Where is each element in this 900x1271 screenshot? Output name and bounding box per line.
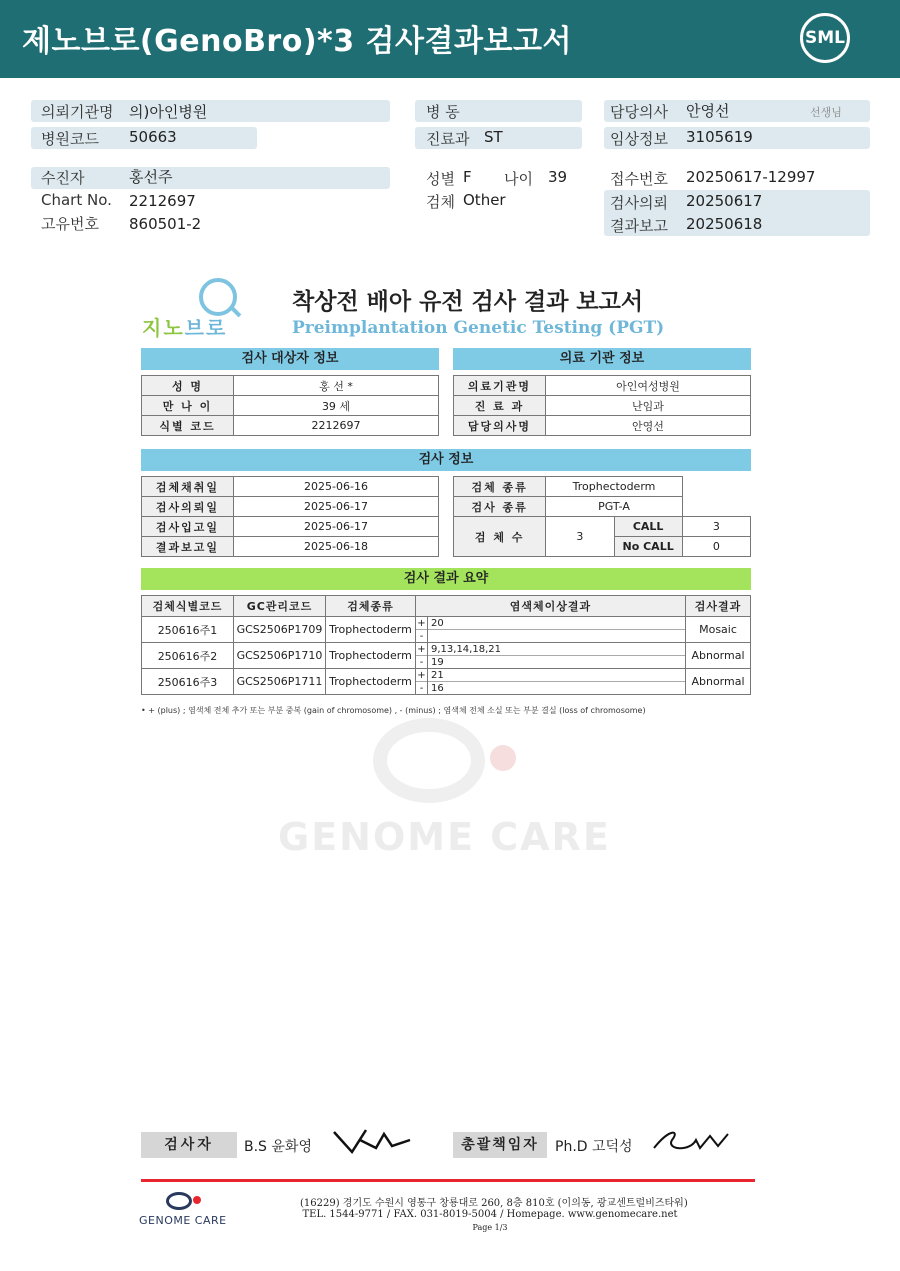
count-label: 검 체 수: [454, 517, 546, 557]
dates-row: [142, 497, 439, 517]
director-name: Ph.D 고덕성: [555, 1139, 633, 1155]
call-value: 3: [682, 517, 750, 537]
report-label: 결과보고: [610, 217, 668, 235]
genobro-logo-icon: [199, 278, 237, 316]
dept-value: ST: [484, 128, 503, 146]
sample-id: 250616주2: [142, 643, 234, 669]
institution-value: 난임과: [546, 396, 751, 416]
examiner-label: 검사자: [141, 1132, 237, 1158]
subject-key: 만 나 이: [142, 396, 234, 416]
report-title: 착상전 배아 유전 검사 결과 보고서: [292, 289, 644, 315]
spec-type-label: 검체 종류: [454, 477, 546, 497]
subject-table: [141, 375, 439, 436]
receipt-value: 20250617-12997: [686, 168, 816, 186]
test-type-value: PGT-A: [546, 497, 682, 517]
plus-sign: +: [416, 617, 428, 630]
sample-id: 250616주1: [142, 617, 234, 643]
gc-code: GCS2506P1710: [234, 643, 326, 669]
col-sample-id: 검체식별코드: [142, 596, 234, 617]
gc-code: GCS2506P1711: [234, 669, 326, 695]
dates-row: [142, 517, 439, 537]
loss-line: [416, 630, 685, 643]
subject-row: [142, 396, 439, 416]
subject-header: 검사 대상자 정보: [141, 348, 439, 370]
receipt-label: 접수번호: [610, 170, 668, 188]
call-label: CALL: [614, 517, 682, 537]
specimen-table: [453, 476, 751, 557]
patient-value: 홍선주: [129, 168, 173, 186]
subject-row: [142, 416, 439, 436]
test-result: Abnormal: [686, 643, 751, 669]
gc-code: GCS2506P1709: [234, 617, 326, 643]
col-result: 검사결과: [686, 596, 751, 617]
subject-value: 2212697: [234, 416, 439, 436]
gain-line: [416, 643, 685, 656]
minus-sign: -: [416, 630, 428, 643]
institution-value: 안영선: [546, 416, 751, 436]
age-label: 나이: [504, 170, 533, 188]
gain-value: 20: [431, 618, 444, 629]
clinical-label: 임상정보: [610, 130, 668, 148]
chromosome-result: [416, 669, 686, 695]
nocall-value: 0: [682, 537, 750, 557]
gain-line: [416, 669, 685, 682]
report-subtitle: Preimplantation Genetic Testing (PGT): [292, 318, 665, 338]
subject-key: 식별 코드: [142, 416, 234, 436]
loss-line: [416, 656, 685, 669]
dates-key: 검사입고일: [142, 517, 234, 537]
institution-value: 아인여성병원: [546, 376, 751, 396]
subject-key: 성 명: [142, 376, 234, 396]
examiner-name: B.S 윤화영: [244, 1139, 312, 1155]
logo-text-a: 지노: [142, 316, 185, 340]
code-label: 병원코드: [41, 130, 99, 148]
watermark-dot-icon: [490, 745, 516, 771]
dates-value: 2025-06-16: [234, 477, 439, 497]
age-value: 39: [548, 168, 568, 186]
specimen-value: Other: [463, 191, 506, 209]
institution-table: [453, 375, 751, 436]
genome-care-dot-icon: [193, 1196, 201, 1204]
sml-logo-text: SML: [805, 28, 845, 48]
results-header-row: [142, 596, 751, 617]
footer-address: (16229) 경기도 수원시 영통구 창룡대로 260, 8층 810호 (이의동, 광교센트럴비즈타워): [300, 1198, 688, 1209]
gain-value: 9,13,14,18,21: [431, 644, 501, 655]
doctor-suffix: 선생님: [810, 106, 842, 119]
examiner-signature-icon: [332, 1126, 414, 1156]
table-row: [142, 669, 751, 695]
page-number: Page 1/3: [472, 1223, 508, 1232]
table-row: [142, 617, 751, 643]
page-title: 제노브로(GenoBro)*3 검사결과보고서: [22, 24, 572, 59]
hospital-label: 의뢰기관명: [41, 103, 114, 121]
dept-label: 진료과: [426, 130, 470, 148]
patient-label: 수진자: [41, 169, 85, 187]
dates-value: 2025-06-17: [234, 497, 439, 517]
exam-header: 검사 정보: [141, 449, 751, 471]
institution-key: 진 료 과: [454, 396, 546, 416]
specimen-label: 검체: [426, 193, 455, 211]
dates-row: [142, 477, 439, 497]
clinical-value: 3105619: [686, 128, 753, 146]
institution-key: 의료기관명: [454, 376, 546, 396]
footer-contact: TEL. 1544-9771 / FAX. 031-8019-5004 / Homepage. www.genomecare.net: [302, 1209, 678, 1220]
genome-care-logo-icon: [166, 1192, 192, 1210]
nocall-label: No CALL: [614, 537, 682, 557]
institution-key: 담당의사명: [454, 416, 546, 436]
sex-value: F: [463, 168, 472, 186]
loss-line: [416, 682, 685, 695]
hospital-value: 의)아인병원: [129, 103, 208, 121]
report-value: 20250618: [686, 215, 763, 233]
subject-row: [142, 376, 439, 396]
specimen-row: [454, 497, 751, 517]
dates-key: 검체채취일: [142, 477, 234, 497]
dates-value: 2025-06-17: [234, 517, 439, 537]
loss-value: 16: [431, 683, 444, 694]
genobro-logo: [142, 312, 227, 341]
institution-row: [454, 396, 751, 416]
minus-sign: -: [416, 656, 428, 669]
col-specimen-type: 검체종류: [326, 596, 416, 617]
sample-id: 250616주3: [142, 669, 234, 695]
specimen-type: Trophectoderm: [326, 669, 416, 695]
test-result: Mosaic: [686, 617, 751, 643]
genome-care-logo: GENOME CARE: [139, 1214, 227, 1227]
specimen-row: [454, 477, 751, 497]
plus-sign: +: [416, 643, 428, 656]
table-row: [142, 643, 751, 669]
ward-label: 병 동: [426, 103, 460, 121]
dates-key: 검사의뢰일: [142, 497, 234, 517]
watermark-text: GENOME CARE: [278, 815, 611, 859]
specimen-type: Trophectoderm: [326, 617, 416, 643]
code-value: 50663: [129, 128, 177, 146]
minus-sign: -: [416, 682, 428, 695]
request-value: 20250617: [686, 192, 763, 210]
test-result: Abnormal: [686, 669, 751, 695]
request-label: 검사의뢰: [610, 194, 668, 212]
dates-value: 2025-06-18: [234, 537, 439, 557]
sml-logo: [800, 13, 850, 63]
uid-value: 860501-2: [129, 215, 202, 233]
director-signature-icon: [650, 1126, 732, 1160]
gain-value: 21: [431, 670, 444, 681]
legend-note: • + (plus) ; 염색체 전체 추가 또는 부분 중복 (gain of chromosome) , - (minus) ; 염색체 전체 소실 또는 부분 결실 (loss of chromosome): [141, 706, 646, 715]
institution-row: [454, 376, 751, 396]
summary-header: 검사 결과 요약: [141, 568, 751, 590]
doctor-value: 안영선: [686, 102, 730, 120]
director-label: 총괄책임자: [453, 1132, 547, 1158]
chart-label: Chart No.: [41, 191, 112, 209]
sex-label: 성별: [426, 170, 455, 188]
institution-header: 의료 기관 정보: [453, 348, 751, 370]
chart-value: 2212697: [129, 192, 196, 210]
col-gc-code: GC관리코드: [234, 596, 326, 617]
specimen-row: [454, 517, 751, 537]
chromosome-result: [416, 643, 686, 669]
doctor-label: 담당의사: [610, 103, 668, 121]
loss-value: 19: [431, 657, 444, 668]
subject-value: 홍 선 *: [234, 376, 439, 396]
patient-bar: [31, 167, 390, 189]
spec-type-value: Trophectoderm: [546, 477, 682, 497]
test-type-label: 검사 종류: [454, 497, 546, 517]
chromosome-result: [416, 617, 686, 643]
dates-table: [141, 476, 439, 557]
gain-line: [416, 617, 685, 630]
subject-value: 39 세: [234, 396, 439, 416]
count-value: 3: [546, 517, 614, 557]
dates-row: [142, 537, 439, 557]
header-bar: [0, 0, 900, 78]
dates-key: 결과보고일: [142, 537, 234, 557]
logo-text-b: 브로: [184, 316, 228, 340]
institution-row: [454, 416, 751, 436]
loss-value: [428, 631, 431, 642]
col-chromosome-result: 염색체이상결과: [416, 596, 686, 617]
footer-divider: [141, 1179, 755, 1182]
uid-label: 고유번호: [41, 215, 99, 233]
plus-sign: +: [416, 669, 428, 682]
specimen-type: Trophectoderm: [326, 643, 416, 669]
watermark-logo-icon: [373, 718, 485, 803]
results-table: [141, 595, 751, 695]
